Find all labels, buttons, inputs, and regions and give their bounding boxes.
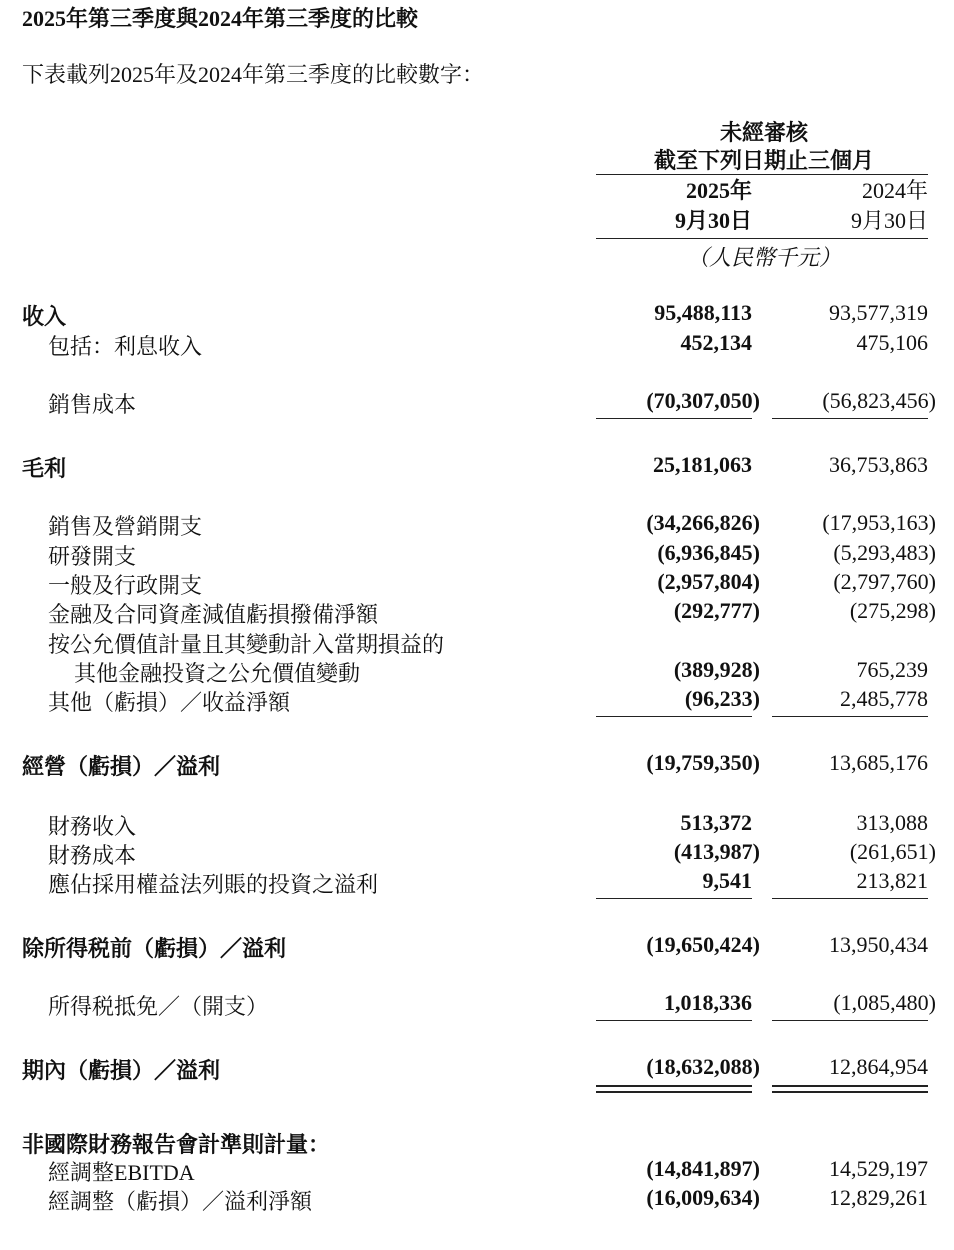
currency-note: （人民幣千元） (686, 245, 841, 270)
row-2024-admin: (2,797,760) (833, 569, 936, 594)
row-2024-adj-net: 12,829,261 (829, 1185, 928, 1210)
row-2025-revenue: 95,488,113 (654, 300, 752, 325)
subtotal-rule (772, 418, 928, 419)
row-2025-pretax: (19,650,424) (646, 932, 760, 957)
total-double-rule (772, 1085, 928, 1093)
row-2025-period-result: (18,632,088) (646, 1054, 760, 1079)
subtotal-rule (772, 716, 928, 717)
subtotal-rule (772, 898, 928, 899)
row-2025-other-net: (96,233) (684, 686, 760, 711)
subtotal-rule (772, 1020, 928, 1021)
subtotal-rule (596, 418, 752, 419)
row-label-fvtpl-line2: 其他金融投資之公允價值變動 (74, 661, 361, 686)
col-2025-year: 2025年 (685, 178, 752, 203)
row-label-cost-of-sales: 銷售成本 (48, 392, 137, 417)
row-label-non-ifrs: 非國際財務報告會計準則計量： (22, 1132, 331, 1157)
row-label-period-result: 期內（虧損）／溢利 (22, 1058, 221, 1083)
row-2024-rd: (5,293,483) (833, 540, 936, 565)
row-label-adj-ebitda: 經調整EBITDA (48, 1160, 195, 1185)
row-2024-equity-method: 213,821 (856, 868, 928, 893)
row-2025-operating: (19,759,350) (646, 750, 760, 775)
row-label-equity-method: 應佔採用權益法列賬的投資之溢利 (48, 872, 379, 897)
row-2025-rd: (6,936,845) (657, 540, 760, 565)
row-label-revenue: 收入 (22, 304, 67, 329)
row-2024-impairment: (275,298) (849, 598, 936, 623)
row-label-finance-income: 財務收入 (48, 814, 137, 839)
row-2025-gross-profit: 25,181,063 (653, 452, 752, 477)
col-2024-date: 9月30日 (850, 208, 928, 233)
total-double-rule (596, 1085, 752, 1093)
column-header-rule (596, 238, 928, 239)
header-rule (596, 174, 928, 175)
row-2024-period-result: 12,864,954 (829, 1054, 928, 1079)
row-2025-fvtpl: (389,928) (673, 657, 760, 682)
row-2024-operating: 13,685,176 (829, 750, 928, 775)
row-label-rd: 研發開支 (48, 544, 137, 569)
header-unaudited: 未經審核 (719, 120, 808, 145)
row-2025-interest-income: 452,134 (680, 330, 752, 355)
row-2025-admin: (2,957,804) (657, 569, 760, 594)
row-label-income-tax: 所得税抵免／（開支） (48, 994, 269, 1019)
row-2024-cost-of-sales: (56,823,456) (822, 388, 936, 413)
row-2024-pretax: 13,950,434 (829, 932, 928, 957)
row-2024-finance-income: 313,088 (856, 810, 928, 835)
row-2025-equity-method: 9,541 (702, 868, 752, 893)
row-label-admin: 一般及行政開支 (48, 573, 203, 598)
row-label-finance-cost: 財務成本 (48, 843, 137, 868)
subtotal-rule (596, 898, 752, 899)
page-title: 2025年第三季度與2024年第三季度的比較 (22, 6, 419, 31)
row-2025-finance-income: 513,372 (680, 810, 752, 835)
row-2024-finance-cost: (261,651) (849, 839, 936, 864)
row-label-adj-net: 經調整（虧損）／溢利淨額 (48, 1189, 313, 1214)
row-2024-income-tax: (1,085,480) (833, 990, 936, 1015)
row-2024-fvtpl: 765,239 (856, 657, 928, 682)
col-2024-year: 2024年 (861, 178, 928, 203)
row-label-other-net: 其他（虧損）／收益淨額 (48, 690, 291, 715)
row-2024-other-net: 2,485,778 (840, 686, 928, 711)
row-label-interest-income: 包括：利息收入 (48, 334, 203, 359)
row-2024-interest-income: 475,106 (856, 330, 928, 355)
row-label-pretax: 除所得税前（虧損）／溢利 (22, 936, 287, 961)
row-label-selling-marketing: 銷售及營銷開支 (48, 514, 203, 539)
row-label-fvtpl-line1: 按公允價值計量且其變動計入當期損益的 (48, 632, 445, 657)
row-label-gross-profit: 毛利 (22, 456, 67, 481)
col-2025-date: 9月30日 (674, 208, 752, 233)
intro-text: 下表載列2025年及2024年第三季度的比較數字： (22, 62, 485, 87)
row-2025-cost-of-sales: (70,307,050) (646, 388, 760, 413)
row-2025-finance-cost: (413,987) (673, 839, 760, 864)
row-2025-selling-marketing: (34,266,826) (646, 510, 760, 535)
header-period: 截至下列日期止三個月 (653, 148, 874, 173)
row-2025-adj-ebitda: (14,841,897) (646, 1156, 760, 1181)
row-2024-gross-profit: 36,753,863 (829, 452, 928, 477)
row-2025-impairment: (292,777) (673, 598, 760, 623)
row-2025-income-tax: 1,018,336 (664, 990, 752, 1015)
row-label-impairment: 金融及合同資產減值虧損撥備淨額 (48, 602, 379, 627)
row-2024-adj-ebitda: 14,529,197 (829, 1156, 928, 1181)
row-label-operating: 經營（虧損）／溢利 (22, 754, 221, 779)
subtotal-rule (596, 716, 752, 717)
row-2025-adj-net: (16,009,634) (646, 1185, 760, 1210)
row-2024-revenue: 93,577,319 (829, 300, 928, 325)
subtotal-rule (596, 1020, 752, 1021)
row-2024-selling-marketing: (17,953,163) (822, 510, 936, 535)
